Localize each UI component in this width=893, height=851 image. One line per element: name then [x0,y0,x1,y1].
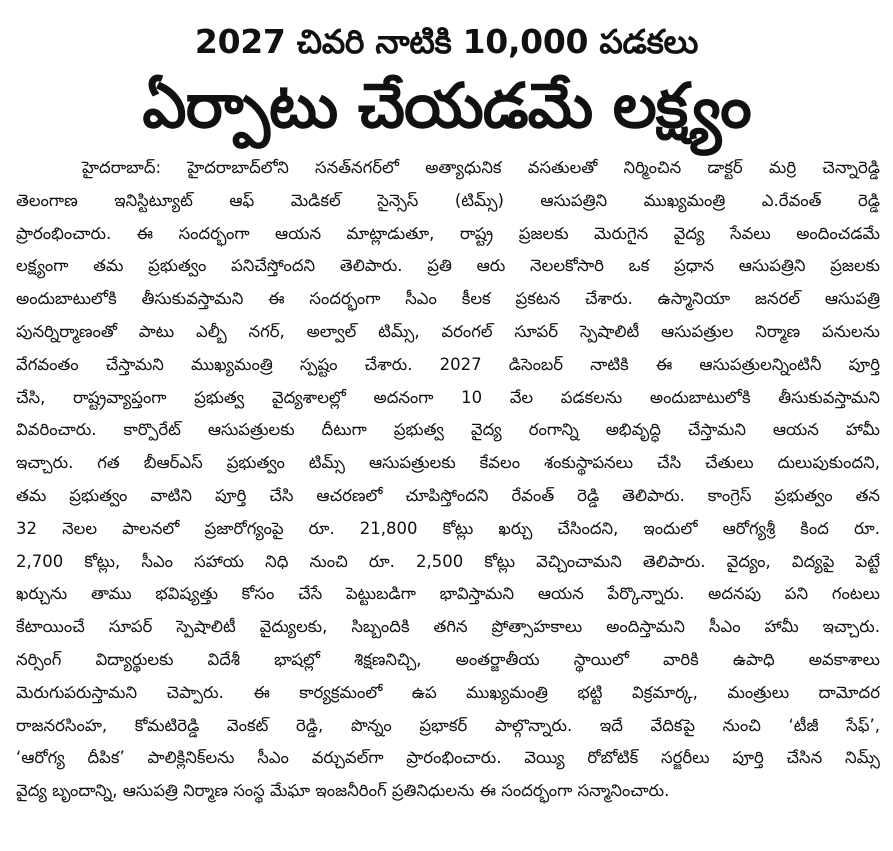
body-line: వివరించారు. కార్పొరేట్ ఆసుపత్రులకు దీటుగా ప్రభుత్వ వైద్య రంగాన్ని అభివృద్ధి చేస్తామని ఆయన హామీ [16,420,880,440]
body-line: వేగవంతం చేస్తామని ముఖ్యమంత్రి స్పష్టం చేశారు. 2027 డిసెంబర్ నాటికి ఈ ఆసుపత్రులన్నింటినీ పూర్తి [16,354,880,374]
body-line: ఖర్చును తాము భవిష్యత్తు కోసం చేసే పెట్టుబడిగా భావిస్తామని ఆయన పేర్కొన్నారు. అదనపు పని గంటలు [16,584,880,604]
body-line: తమ ప్రభుత్వం వాటిని పూర్తి చేసి ఆచరణలో చూపిస్తోందని రేవంత్ రెడ్డి తెలిపారు. కాంగ్రెస్ ప్రభుత్వం తన [16,485,880,505]
body-line: కేటాయించే సూపర్ స్పెషాలిటీ వైద్యులకు, సిబ్బందికి తగిన ప్రోత్సాహకాలు అందిస్తామని సీఎం హామీ ఇచ్చారు. [16,617,880,637]
body-line: 32 నెలల పాలనలో ప్రజారోగ్యంపై రూ. 21,800 కోట్లు ఖర్చు చేసిందని, ఇందులో ఆరోగ్యశ్రీ కింద రూ. [16,518,880,538]
body-line: 2,700 కోట్లు, సీఎం సహాయ నిధి నుంచి రూ. 2,500 కోట్లు వెచ్చించామని తెలిపారు. వైద్యం, విద్యపై పెట్టే [16,551,880,571]
body-line: లక్ష్యంగా తమ ప్రభుత్వం పనిచేస్తోందని తెలిపారు. ప్రతి ఆరు నెలలకోసారి ఒక ప్రధాన ఆసుపత్రిని ప్రజలకు [16,256,880,276]
body-line: ‘ఆరోగ్య దీపిక’ పాలిక్లినిక్‌లను సీఎం వర్చువల్‌గా ప్రారంభించారు. వెయ్యి రోబోటిక్ సర్జరీలు పూర్తి చేసిన నిమ్స్ [16,748,880,768]
body-line: రాజనరసింహ, కోమటిరెడ్డి వెంకట్ రెడ్డి, పొన్నం ప్రభాకర్ పాల్గొన్నారు. ఇదే వేదికపై నుంచి ‘టీజీ సేఫ్’, [16,715,880,735]
body-line: పునర్నిర్మాణంతో పాటు ఎల్బీ నగర్, అల్వాల్ టిమ్స్, వరంగల్ సూపర్ స్పెషాలిటీ ఆసుపత్రుల నిర్మాణ పనులను [16,321,880,341]
body-line: వైద్య బృందాన్ని, ఆసుపత్రి నిర్మాణ సంస్థ మేఘా ఇంజనీరింగ్ ప్రతినిధులను ఈ సందర్భంగా సన్మానించారు. [16,781,670,801]
body-line: మెరుగుపరుస్తామని చెప్పారు. ఈ కార్యక్రమంలో ఉప ముఖ్యమంత్రి భట్టి విక్రమార్క, మంత్రులు దామోదర [16,682,880,702]
article-kicker: 2027 చివరి నాటికి 10,000 పడకలు [194,22,699,61]
body-line: నర్సింగ్ విద్యార్థులకు విదేశీ భాషల్లో శిక్షణనిచ్చి, అంతర్జాతీయ స్థాయిలో వారికి ఉపాధి అవకాశాలు [16,649,880,669]
body-line: ప్రారంభించారు. ఈ సందర్భంగా ఆయన మాట్లాడుతూ, రాష్ట్ర ప్రజలకు మెరుగైన వైద్య సేవలు అందించడమే [16,223,880,243]
body-line: తెలంగాణ ఇనిస్టిట్యూట్ ఆఫ్ మెడికల్ సైన్సెస్ (టిమ్స్) ఆసుపత్రిని ముఖ్యమంత్రి ఎ.రేవంత్ రెడ్డి [16,190,880,210]
body-line: హైదరాబాద్: హైదరాబాద్‌లోని సనత్‌నగర్‌లో అత్యాధునిక వసతులతో నిర్మించిన డాక్టర్ మర్రి చెన్నారెడ్డి [82,158,880,177]
article-headline: ఏర్పాటు చేయడమే లక్ష్యం [142,69,751,142]
body-line: చేసి, రాష్ట్రవ్యాప్తంగా ప్రభుత్వ వైద్యశాలల్లో అదనంగా 10 వేల పడకలను అందుబాటులోకి తీసుకువస్తామని [16,387,880,407]
article-body [16,152,880,808]
body-line: ఇచ్చారు. గత బీఆర్‌ఎస్ ప్రభుత్వం టిమ్స్ ఆసుపత్రులకు కేవలం శంకుస్థాపనలు చేసి చేతులు దులుపుకుందని, [16,453,880,473]
body-line: అందుబాటులోకి తీసుకువస్తామని ఈ సందర్భంగా సీఎం కీలక ప్రకటన చేశారు. ఉస్మానియా జనరల్ ఆసుపత్రి [16,289,880,309]
